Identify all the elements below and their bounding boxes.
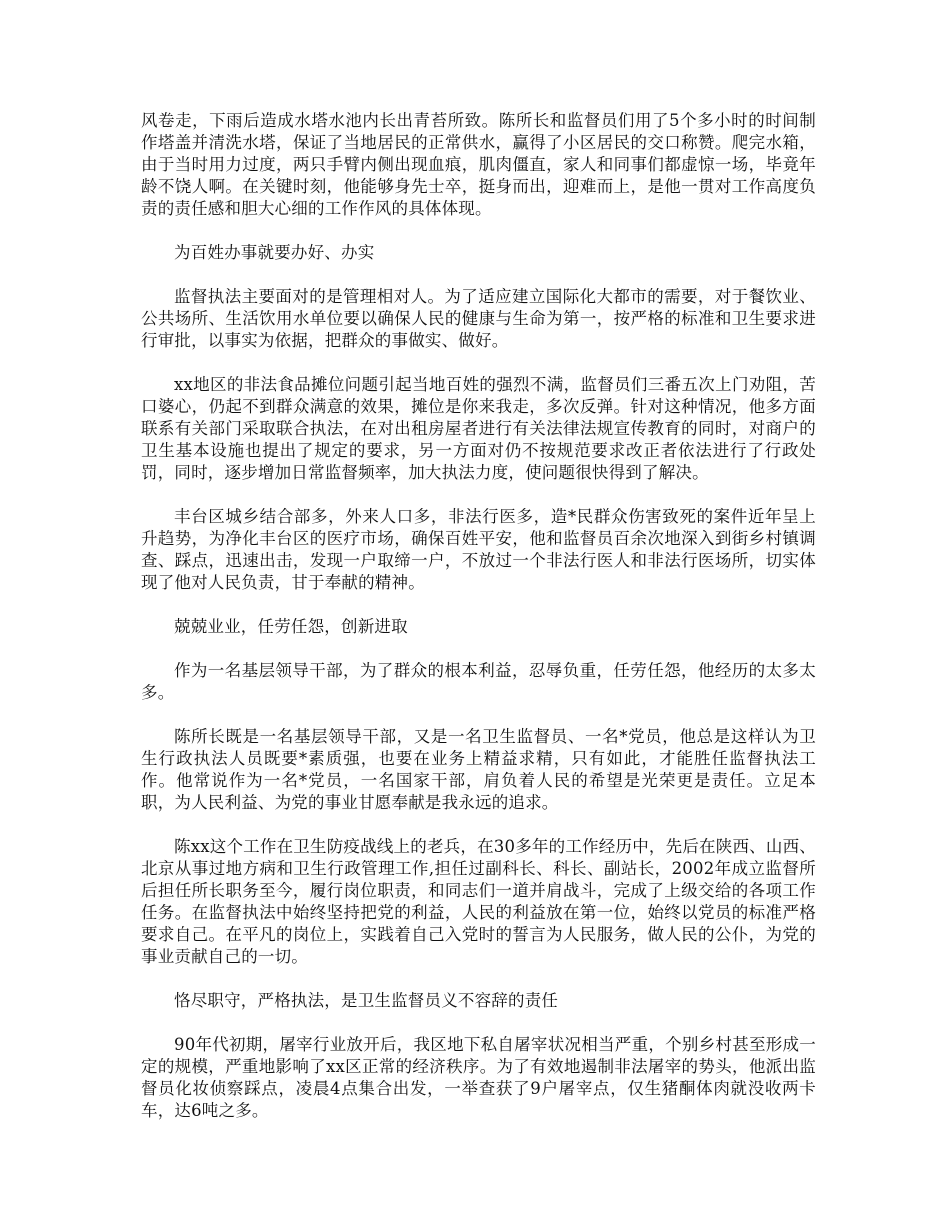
paragraph-veteran: 陈xx这个工作在卫生防疫战线上的老兵，在30多年的工作经历中，先后在陕西、山西、北京从事过地方病和卫生行政管理工作,担任过副科长、科长、副站长，2002年成立监督所后担任所长职务至今，履行岗位职责，和同志们一道并肩战斗，完成了上级交给的各项工作任务。在监督执法中始终坚持把党的利益，人民的利益放在第一位，始终以党员的标准严格要求自己。在平凡的岗位上，实践着自己入党时的誓言为人民服务，做人民的公仆，为党的事业贡献自己的一切。 xyxy=(141,837,816,966)
document-page xyxy=(141,110,816,1144)
paragraph-illegal-medicine: 丰台区城乡结合部多，外来人口多，非法行医多，造*民群众伤害致死的案件近年呈上升趋势，为净化丰台区的医疗市场，确保百姓平安，他和监督员百余次地深入到街乡村镇调查、踩点，迅速出击，发现一户取缔一户，不放过一个非法行医人和非法行医场所，切实体现了他对人民负责，甘于奉献的精神。 xyxy=(141,507,816,592)
paragraph-food-stalls: xx地区的非法食品摊位问题引起当地百姓的强烈不满，监督员们三番五次上门劝阻，苦口婆心，仍起不到群众满意的效果，摊位是你来我走，多次反弹。针对这种情况，他多方面联系有关部门采取联合执法，在对出租房屋者进行有关法律法规宣传教育的同时，对商户的卫生基本设施也提出了规定的要求，另一方面对仍不按规范要求改正者依法进行了行政处罚，同时，逐步增加日常监督频率，加大执法力度，使问题很快得到了解决。 xyxy=(141,375,816,482)
paragraph-leader-cadre: 作为一名基层领导干部，为了群众的根本利益，忍辱负重，任劳任怨，他经历的太多太多。 xyxy=(141,661,816,702)
section-heading-duty: 恪尽职守，严格执法，是卫生监督员义不容辞的责任 xyxy=(174,991,559,1010)
section-heading-diligence: 兢兢业业，任劳任怨，创新进取 xyxy=(174,617,408,636)
paragraph-water-tower: 风卷走，下雨后造成水塔水池内长出青苔所致。陈所长和监督员们用了5个多小时的时间制作塔盖并清洗水塔，保证了当地居民的正常供水，赢得了小区居民的交口称赞。爬完水箱，由于当时用力过度，两只手臂内侧出现血痕，肌肉僵直，家人和同事们都虚惊一场，毕竟年龄不饶人啊。在关键时刻，他能够身先士卒，挺身而出，迎难而上，是他一贯对工作高度负责的责任感和胆大心细的工作作风的具体体现。 xyxy=(141,111,816,218)
paragraph-slaughter: 90年代初期，屠宰行业放开后，我区地下私自屠宰状况相当严重，个别乡村甚至形成一定的规模，严重地影响了xx区正常的经济秩序。为了有效地遏制非法屠宰的势头，他派出监督员化妆侦察踩点，凌晨4点集合出发，一举查获了9户屠宰点，仅生猪酮体肉就没收两卡车，达6吨之多。 xyxy=(141,1035,816,1120)
paragraph-director-chen: 陈所长既是一名基层领导干部，又是一名卫生监督员、一名*党员，他总是这样认为卫生行政执法人员既要*素质强，也要在业务上精益求精，只有如此，才能胜任监督执法工作。他常说作为一名*党员，一名国家干部，肩负着人民的希望是光荣更是责任。立足本职，为人民利益、为党的事业甘愿奉献是我永远的追求。 xyxy=(141,727,816,812)
section-heading-serve-people: 为百姓办事就要办好、办实 xyxy=(174,243,375,262)
paragraph-supervision: 监督执法主要面对的是管理相对人。为了适应建立国际化大都市的需要，对于餐饮业、公共场所、生活饮用水单位要以确保人民的健康与生命为第一，按严格的标准和卫生要求进行审批，以事实为依据，把群众的事做实、做好。 xyxy=(141,287,816,350)
